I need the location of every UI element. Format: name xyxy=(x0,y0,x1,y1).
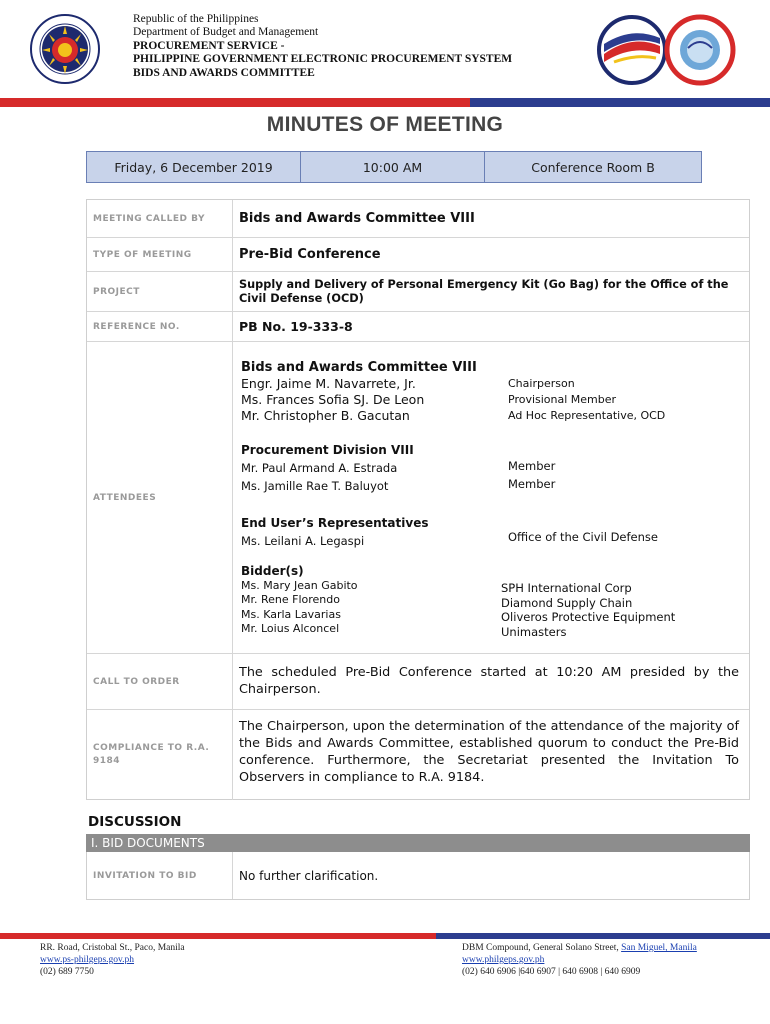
call-to-order-text: The scheduled Pre-Bid Conference started at 10:20 AM presided by the Chairperson. xyxy=(239,665,739,697)
label-attendees: ATTENDEES xyxy=(87,342,233,653)
attendees-procurement xyxy=(241,441,414,495)
label-project: PROJECT xyxy=(87,272,233,311)
footer-color-bar xyxy=(0,933,770,939)
bidder-name: Ms. Mary Jean Gabito xyxy=(241,578,358,592)
attendee-name: Ms. Frances Sofia SJ. De Leon xyxy=(241,392,425,407)
attendee-role: Member xyxy=(508,459,556,473)
attendee-name: Ms. Jamille Rae T. Baluyot xyxy=(241,479,389,493)
footer-philgeps-link[interactable]: www.philgeps.gov.ph xyxy=(462,955,545,965)
attendee-role: Member xyxy=(508,477,556,491)
footer-right xyxy=(462,942,697,978)
attendee-role: Provisional Member xyxy=(508,393,617,406)
footer-address-prefix: DBM Compound, General Solano Street, xyxy=(462,943,622,953)
footer-left xyxy=(40,942,185,978)
row-type-of-meeting xyxy=(87,238,749,272)
agency-line-ps: PROCUREMENT SERVICE - xyxy=(133,39,285,52)
attendees-end-user-roles xyxy=(508,530,658,544)
discussion-heading: DISCUSSION xyxy=(88,814,182,830)
meeting-time: 10:00 AM xyxy=(301,152,485,182)
attendee-role: Ad Hoc Representative, OCD xyxy=(508,409,666,422)
label-reference-no: REFERENCE NO. xyxy=(87,312,233,341)
agency-line-dbm: Department of Budget and Management xyxy=(133,26,319,39)
bidder-company: Unimasters xyxy=(501,624,567,639)
attendees-bidders-heading: Bidder(s) xyxy=(241,564,304,578)
footer-phones-right: (02) 640 6906 |640 6907 | 640 6908 | 640 6909 xyxy=(462,967,641,977)
label-type-of-meeting: TYPE OF MEETING xyxy=(87,238,233,271)
value-type-of-meeting: Pre-Bid Conference xyxy=(239,247,381,262)
attendees-end-user xyxy=(241,514,428,550)
meeting-info-bar xyxy=(86,151,702,183)
agency-line-republic: Republic of the Philippines xyxy=(133,13,259,25)
value-project: Supply and Delivery of Personal Emergency Kit (Go Bag) for the Office of the Civil Defense (OCD) xyxy=(239,277,729,305)
attendee-name: Mr. Paul Armand A. Estrada xyxy=(241,461,398,475)
attendee-name: Mr. Christopher B. Gacutan xyxy=(241,408,410,423)
footer-address-right xyxy=(462,942,697,954)
row-meeting-called-by xyxy=(87,200,749,238)
footer-website-link[interactable]: www.ps-philgeps.gov.ph xyxy=(40,955,135,965)
attendee-name: Ms. Leilani A. Legaspi xyxy=(241,534,365,548)
attendees-bac-heading: Bids and Awards Committee VIII xyxy=(241,360,477,375)
value-reference-no: PB No. 19-333-8 xyxy=(239,319,353,334)
attendees-procurement-roles xyxy=(508,457,555,493)
footer-phone: (02) 689 7750 xyxy=(40,967,94,977)
footer-address: RR. Road, Cristobal St., Paco, Manila xyxy=(40,943,185,953)
bidder-name: Ms. Karla Lavarias xyxy=(241,607,341,621)
row-project xyxy=(87,272,749,312)
label-call-to-order: CALL TO ORDER xyxy=(87,654,233,709)
attendees-bidders xyxy=(241,564,358,637)
attendees-bac xyxy=(241,360,477,424)
bidder-company: Oliveros Protective Equipment xyxy=(501,610,676,625)
value-invitation-to-bid: No further clarification. xyxy=(239,868,379,883)
bid-documents-section-bar: I. BID DOCUMENTS xyxy=(86,834,750,852)
procurement-service-logo xyxy=(596,14,740,86)
attendee-role: Office of the Civil Defense xyxy=(508,530,658,544)
label-compliance: COMPLIANCE TO R.A. 9184 xyxy=(87,710,233,800)
footer-address-link[interactable]: San Miguel, Manila xyxy=(621,943,697,953)
label-meeting-called-by: MEETING CALLED BY xyxy=(87,200,233,237)
row-reference-no xyxy=(87,312,749,342)
attendee-name: Engr. Jaime M. Navarrete, Jr. xyxy=(241,376,416,391)
minutes-table xyxy=(86,199,750,800)
bidder-name: Mr. Rene Florendo xyxy=(241,593,340,607)
meeting-date: Friday, 6 December 2019 xyxy=(87,152,301,182)
value-meeting-called-by: Bids and Awards Committee VIII xyxy=(239,211,475,226)
bidder-company: SPH International Corp xyxy=(501,581,632,595)
row-invitation-to-bid xyxy=(86,852,750,900)
bidder-company: Diamond Supply Chain xyxy=(501,595,633,610)
attendees-procurement-heading: Procurement Division VIII xyxy=(241,443,414,457)
bidder-name: Mr. Loius Alconcel xyxy=(241,622,340,636)
compliance-text: The Chairperson, upon the determination of the attendance of the majority of the Bids and Awards Committee, established quorum to conduct the Pre-Bid conference. Furthermore, the Secretariat presented the Invitation To Observers in compliance to R.A. 9184. xyxy=(239,719,739,785)
agency-header xyxy=(133,13,512,80)
meeting-venue: Conference Room B xyxy=(485,152,701,182)
agency-line-philgeps: PHILIPPINE GOVERNMENT ELECTRONIC PROCUREMENT SYSTEM xyxy=(133,53,513,66)
label-invitation-to-bid: INVITATION TO BID xyxy=(87,852,233,899)
agency-line-bac: BIDS AND AWARDS COMMITTEE xyxy=(133,66,315,79)
attendees-bidders-companies xyxy=(501,581,675,639)
header-color-bar xyxy=(0,98,770,107)
attendee-role: Chairperson xyxy=(508,377,575,390)
attendees-end-user-heading: End User’s Representatives xyxy=(241,516,429,530)
page-title: MINUTES OF MEETING xyxy=(266,113,504,136)
dbm-seal-logo xyxy=(30,14,100,84)
attendees-bac-roles xyxy=(508,376,665,424)
